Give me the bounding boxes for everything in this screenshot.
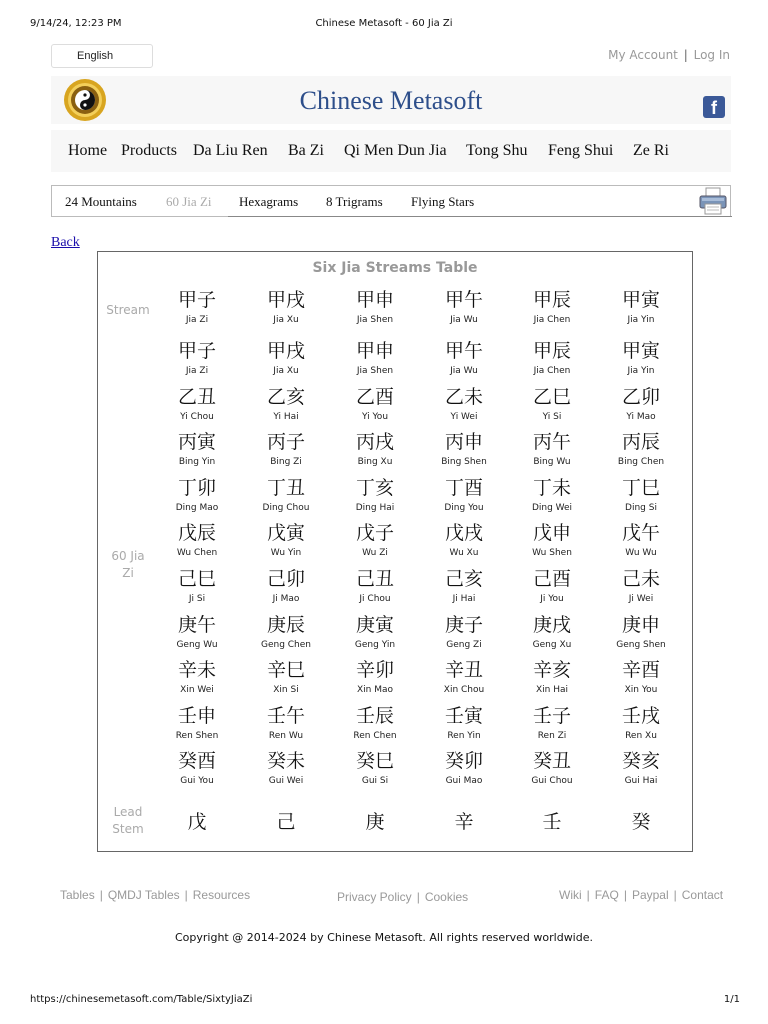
jiazi-cell	[340, 430, 410, 468]
stem-branch-characters: 辛丑	[444, 659, 483, 682]
log-in-link[interactable]: Log In	[693, 48, 730, 62]
stem-branch-pinyin: Bing Shen	[441, 457, 487, 468]
stem-branch-characters: 壬戌	[621, 704, 660, 727]
my-account-link[interactable]: My Account	[608, 48, 678, 62]
stem-branch-characters: 甲辰	[532, 340, 571, 362]
jiazi-cell	[162, 749, 232, 787]
stem-branch-characters: 癸丑	[532, 750, 571, 773]
stem-branch-pinyin: Gui Mao	[445, 776, 483, 787]
footer-paypal-link[interactable]: Paypal	[631, 888, 669, 902]
stem-branch-characters: 丙子	[266, 431, 305, 454]
stem-branch-characters: 己酉	[532, 568, 571, 590]
stem-branch-pinyin: Bing Chen	[617, 457, 665, 468]
nav-tong-shu[interactable]: Tong Shu	[466, 142, 528, 159]
stem-branch-pinyin: Ji Si	[188, 594, 206, 604]
stem-branch-pinyin: Xin Wei	[180, 685, 214, 696]
stem-branch-pinyin: Ren Wu	[268, 730, 304, 741]
stem-branch-characters: 戊辰	[177, 522, 216, 545]
stem-branch-characters: 己丑	[355, 568, 394, 590]
jiazi-cell	[517, 339, 587, 377]
stem-branch-pinyin: Gui Si	[361, 776, 389, 787]
stem-branch-characters: 癸卯	[444, 750, 483, 773]
stem-branch-pinyin: Jia Zi	[185, 366, 209, 376]
lead-stem-cell: 壬	[542, 811, 562, 833]
stem-branch-characters: 壬午	[266, 704, 305, 727]
stem-branch-pinyin: Bing Zi	[270, 457, 302, 468]
stem-branch-characters: 甲寅	[621, 289, 660, 311]
stem-branch-characters: 己巳	[177, 568, 216, 590]
facebook-icon[interactable]: f	[703, 96, 725, 118]
stem-branch-characters: 丁未	[532, 476, 571, 499]
jiazi-cell	[606, 704, 676, 742]
stem-branch-characters: 乙酉	[355, 385, 394, 408]
footer-separator: |	[673, 888, 677, 902]
jiazi-cell	[517, 704, 587, 742]
jiazi-cell	[606, 613, 676, 651]
jiazi-cell	[162, 339, 232, 377]
jiazi-cell	[251, 704, 321, 742]
jiazi-cell	[251, 567, 321, 605]
stem-branch-pinyin: Ren Chen	[353, 730, 397, 741]
stem-branch-characters: 丙午	[532, 431, 571, 454]
back-link[interactable]: Back	[51, 235, 80, 250]
stem-branch-characters: 癸酉	[177, 750, 216, 773]
nav-ze-ri[interactable]: Ze Ri	[633, 142, 669, 159]
tab-flying-stars[interactable]: Flying Stars	[411, 194, 475, 209]
jiazi-cell	[429, 385, 499, 423]
tab-24-mountains[interactable]: 24 Mountains	[65, 194, 137, 209]
jiazi-cell	[251, 339, 321, 377]
stem-branch-characters: 乙卯	[621, 385, 660, 408]
footer-separator: |	[184, 888, 188, 902]
stream-row-label	[98, 302, 158, 319]
footer-qmdj-tables-link[interactable]: QMDJ Tables	[107, 888, 180, 902]
stem-branch-pinyin: Gui Hai	[624, 776, 658, 787]
stem-branch-characters: 丙戌	[355, 431, 394, 454]
nav-da-liu-ren[interactable]: Da Liu Ren	[193, 142, 268, 159]
stem-branch-pinyin: Gui Wei	[268, 776, 304, 787]
stem-branch-characters: 丙申	[444, 431, 483, 454]
stem-branch-pinyin: Xin You	[624, 685, 658, 696]
stream-cell	[429, 288, 499, 326]
lead-stem-cell: 癸	[631, 811, 651, 833]
stem-branch-characters: 戊戌	[444, 522, 483, 545]
jiazi-cell	[340, 567, 410, 605]
jiazi-cell	[517, 430, 587, 468]
stem-branch-characters: 乙丑	[177, 385, 216, 408]
stem-branch-pinyin: Ding Mao	[175, 502, 219, 513]
jiazi-cell	[429, 476, 499, 514]
stem-branch-characters: 壬寅	[444, 704, 483, 727]
account-links	[608, 48, 730, 62]
jiazi-cell	[340, 476, 410, 514]
jiazi-cell	[429, 749, 499, 787]
stem-branch-pinyin: Jia Xu	[273, 366, 299, 376]
stem-branch-characters: 丙寅	[177, 431, 216, 454]
stem-branch-pinyin: Ji Chou	[359, 594, 391, 604]
stem-branch-pinyin: Wu Zi	[362, 548, 388, 559]
tab-60-jia-zi[interactable]: 60 Jia Zi	[166, 194, 212, 209]
stem-branch-characters: 庚戌	[532, 613, 571, 636]
stem-branch-characters: 戊午	[621, 522, 660, 545]
footer-separator: |	[99, 888, 103, 902]
jiazi-cell	[162, 704, 232, 742]
stem-branch-pinyin: Jia Yin	[627, 366, 655, 376]
stem-branch-characters: 辛亥	[532, 659, 571, 682]
stream-cell	[340, 288, 410, 326]
jiazi-cell	[606, 476, 676, 514]
stream-row-label-line: Stream	[106, 303, 150, 317]
jiazi-cell	[517, 613, 587, 651]
stem-branch-pinyin: Xin Hai	[535, 685, 568, 696]
stem-branch-characters: 丁巳	[621, 476, 660, 499]
jiazi-cell	[517, 521, 587, 559]
stem-branch-pinyin: Geng Zi	[446, 639, 482, 650]
stem-branch-pinyin: Jia Wu	[450, 315, 478, 325]
lead-stem-cell: 己	[276, 811, 296, 833]
main-nav	[51, 130, 731, 172]
stem-branch-pinyin: Wu Xu	[449, 548, 479, 559]
footer-privacy-policy-link[interactable]: Privacy Policy	[337, 890, 412, 904]
stem-branch-characters: 庚辰	[266, 613, 305, 636]
site-title[interactable]: Chinese Metasoft	[299, 86, 483, 115]
jiazi-cell	[162, 658, 232, 696]
stem-branch-pinyin: Jia Chen	[533, 315, 571, 325]
stem-branch-pinyin: Ren Yin	[447, 730, 481, 741]
jiazi-cell	[162, 476, 232, 514]
footer-right-links	[559, 888, 723, 902]
stem-branch-pinyin: Ji Mao	[272, 594, 300, 604]
stem-branch-characters: 庚申	[621, 613, 660, 636]
footer-resources-link[interactable]: Resources	[192, 888, 251, 902]
stem-branch-pinyin: Yi Wei	[450, 411, 478, 422]
stem-branch-pinyin: Jia Shen	[356, 366, 394, 376]
jiazi-cell	[162, 613, 232, 651]
stem-branch-pinyin: Yi You	[361, 411, 389, 422]
nav-home[interactable]: Home	[68, 142, 108, 159]
tab-8-trigrams[interactable]: 8 Trigrams	[326, 194, 383, 209]
stem-branch-pinyin: Xin Si	[273, 685, 299, 696]
stem-branch-characters: 乙巳	[532, 385, 571, 408]
stem-branch-pinyin: Jia Zi	[185, 315, 209, 325]
jiazi-cell	[517, 385, 587, 423]
stem-branch-characters: 辛酉	[621, 659, 660, 682]
stem-branch-characters: 癸巳	[355, 750, 394, 773]
stem-branch-pinyin: Geng Shen	[616, 639, 666, 650]
jiazi-cell	[517, 749, 587, 787]
stem-branch-pinyin: Jia Yin	[627, 315, 655, 325]
stem-branch-pinyin: Ding Si	[625, 502, 657, 513]
stem-branch-pinyin: Ji Hai	[452, 594, 476, 604]
footer-left-links	[60, 888, 250, 902]
lead-stem-row-label-line: Stem	[112, 822, 144, 836]
six-jia-streams-table	[97, 251, 693, 852]
stem-branch-characters: 丁丑	[266, 476, 305, 499]
nav-products[interactable]: Products	[121, 142, 177, 159]
footer-separator: |	[586, 888, 590, 902]
jiazi-cell	[606, 567, 676, 605]
stem-branch-pinyin: Xin Chou	[443, 685, 485, 696]
lead-stem-cell: 辛	[454, 811, 474, 833]
stream-cell	[606, 288, 676, 326]
stem-branch-pinyin: Ren Zi	[537, 730, 567, 741]
jiazi-cell	[340, 521, 410, 559]
stem-branch-pinyin: Ji Wei	[628, 594, 654, 604]
jiazi-cell	[251, 430, 321, 468]
stem-branch-characters: 壬申	[177, 704, 216, 727]
jiazi-cell	[162, 567, 232, 605]
jiazi-cell	[340, 385, 410, 423]
jiazi-cell	[429, 613, 499, 651]
jiazi-cell	[606, 521, 676, 559]
jiazi-cell	[606, 339, 676, 377]
jiazi-cell	[429, 658, 499, 696]
stem-branch-characters: 甲辰	[532, 289, 571, 311]
jiazi-cell	[429, 704, 499, 742]
stem-branch-characters: 甲午	[444, 340, 483, 362]
sub-nav	[51, 185, 731, 217]
stem-branch-pinyin: Jia Xu	[273, 315, 299, 325]
stem-branch-characters: 丁亥	[355, 476, 394, 499]
jiazi-cell	[429, 339, 499, 377]
tab-hexagrams[interactable]: Hexagrams	[239, 194, 299, 209]
stem-branch-characters: 辛巳	[266, 659, 305, 682]
jiazi-cell	[340, 658, 410, 696]
stem-branch-characters: 己亥	[444, 568, 483, 590]
jiazi-cell	[162, 385, 232, 423]
jiazi-cell	[517, 567, 587, 605]
jiazi-cell	[251, 385, 321, 423]
jiazi-cell	[429, 430, 499, 468]
jiazi-cell	[340, 749, 410, 787]
copyright-notice: Copyright @ 2014-2024 by Chinese Metasoft. All rights reserved worldwide.	[174, 931, 593, 944]
print-date: 9/14/24, 12:23 PM	[30, 18, 122, 29]
stem-branch-pinyin: Ji You	[540, 594, 564, 604]
footer-center-links	[337, 890, 468, 904]
stem-branch-pinyin: Ren Xu	[625, 730, 657, 741]
stem-branch-characters: 乙亥	[266, 385, 305, 408]
site-banner	[51, 76, 731, 124]
print-header	[0, 18, 768, 32]
jiazi-cell	[606, 430, 676, 468]
stem-branch-pinyin: Geng Wu	[176, 639, 218, 650]
jiazi-cell	[606, 658, 676, 696]
stem-branch-characters: 甲戌	[266, 289, 305, 311]
footer-separator: |	[623, 888, 627, 902]
jiazi-cell	[162, 521, 232, 559]
jiazi-cell	[606, 749, 676, 787]
jiazi-cell	[251, 658, 321, 696]
stem-branch-characters: 丁酉	[444, 476, 483, 499]
stem-branch-characters: 庚寅	[355, 613, 394, 636]
stem-branch-pinyin: Wu Wu	[625, 548, 657, 559]
footer-tables-link[interactable]: Tables	[60, 888, 95, 902]
stem-branch-pinyin: Geng Chen	[260, 639, 312, 650]
jiazi-cell	[606, 385, 676, 423]
stem-branch-pinyin: Geng Yin	[354, 639, 396, 650]
stem-branch-characters: 甲寅	[621, 340, 660, 362]
stem-branch-pinyin: Jia Shen	[356, 315, 394, 325]
sub-nav-underline	[228, 216, 732, 217]
lead-stem-row-label-line: Lead	[113, 805, 143, 819]
jiazi-cell	[340, 613, 410, 651]
print-page-title: Chinese Metasoft - 60 Jia Zi	[315, 18, 453, 29]
stem-branch-characters: 庚午	[177, 613, 216, 636]
stem-branch-pinyin: Ren Shen	[175, 730, 219, 741]
stream-cell	[517, 288, 587, 326]
jiazi-cell	[251, 521, 321, 559]
stem-branch-pinyin: Ding You	[444, 502, 484, 513]
jiazi-cell	[251, 749, 321, 787]
jiazi-cell	[340, 704, 410, 742]
stem-branch-characters: 壬子	[532, 704, 571, 727]
stem-branch-pinyin: Ding Hai	[355, 502, 395, 513]
stem-branch-characters: 乙未	[444, 385, 483, 408]
jiazi-cell	[251, 613, 321, 651]
stem-branch-characters: 甲子	[177, 289, 216, 311]
stem-branch-characters: 辛卯	[355, 659, 394, 682]
footer-contact-link[interactable]: Contact	[681, 888, 724, 902]
stem-branch-characters: 己卯	[266, 568, 305, 590]
lead-stem-cell: 戊	[187, 811, 207, 833]
jiazi-cell	[429, 567, 499, 605]
stem-branch-pinyin: Wu Shen	[532, 548, 572, 559]
stem-branch-characters: 辛未	[177, 659, 216, 682]
stem-branch-characters: 甲戌	[266, 340, 305, 362]
stem-branch-characters: 癸亥	[621, 750, 660, 773]
jiazi-cell	[251, 476, 321, 514]
stem-branch-characters: 戊子	[355, 522, 394, 545]
jiazi-row-label-line: Zi	[122, 566, 134, 580]
stream-cell	[162, 288, 232, 326]
stem-branch-pinyin: Gui You	[180, 776, 214, 787]
stem-branch-characters: 丙辰	[621, 431, 660, 454]
stem-branch-characters: 甲申	[355, 289, 394, 311]
stem-branch-pinyin: Ding Chou	[262, 502, 310, 513]
stem-branch-pinyin: Wu Chen	[176, 548, 218, 559]
lead-stem-cell: 庚	[365, 811, 385, 833]
jiazi-cell	[517, 658, 587, 696]
stem-branch-pinyin: Jia Chen	[533, 366, 571, 376]
stem-branch-characters: 壬辰	[355, 704, 394, 727]
jiazi-cell	[429, 521, 499, 559]
stem-branch-characters: 己未	[621, 568, 660, 590]
jiazi-cell	[162, 430, 232, 468]
lead-stem-row-label	[98, 804, 158, 838]
stem-branch-pinyin: Jia Wu	[450, 366, 478, 376]
jiazi-row-label-line: 60 Jia	[111, 549, 145, 563]
stream-cell	[251, 288, 321, 326]
jiazi-cell	[340, 339, 410, 377]
stem-branch-characters: 甲子	[177, 340, 216, 362]
stem-branch-characters: 庚子	[444, 613, 483, 636]
footer-separator: |	[416, 890, 420, 904]
stem-branch-pinyin: Yi Hai	[273, 411, 299, 422]
print-page-number: 1/1	[723, 994, 740, 1005]
stem-branch-pinyin: Ding Wei	[531, 502, 573, 513]
stem-branch-pinyin: Xin Mao	[356, 685, 394, 696]
stem-branch-pinyin: Yi Mao	[626, 411, 656, 422]
stem-branch-characters: 甲申	[355, 340, 394, 362]
footer-faq-link[interactable]: FAQ	[594, 888, 619, 902]
stem-branch-characters: 癸未	[266, 750, 305, 773]
stem-branch-pinyin: Yi Chou	[180, 411, 214, 422]
stem-branch-pinyin: Bing Wu	[533, 457, 571, 468]
jiazi-cell	[517, 476, 587, 514]
stem-branch-pinyin: Wu Yin	[270, 548, 302, 559]
footer-cookies-link[interactable]: Cookies	[424, 890, 469, 904]
nav-qi-men-dun-jia[interactable]: Qi Men Dun Jia	[344, 142, 447, 159]
language-selector[interactable]: English	[51, 44, 153, 68]
stem-branch-characters: 甲午	[444, 289, 483, 311]
jiazi-row-label	[98, 548, 158, 582]
stem-branch-characters: 戊申	[532, 522, 571, 545]
stem-branch-pinyin: Bing Xu	[357, 457, 393, 468]
stem-branch-pinyin: Yi Si	[542, 411, 562, 422]
nav-ba-zi[interactable]: Ba Zi	[288, 142, 324, 159]
table-title: Six Jia Streams Table	[312, 260, 478, 276]
print-url: https://chinesemetasoft.com/Table/SixtyJiaZi	[30, 994, 253, 1005]
nav-feng-shui[interactable]: Feng Shui	[548, 142, 614, 159]
stem-branch-characters: 戊寅	[266, 522, 305, 545]
stem-branch-characters: 丁卯	[177, 476, 216, 499]
printer-icon[interactable]	[698, 186, 728, 216]
stem-branch-pinyin: Geng Xu	[532, 639, 572, 650]
account-separator: |	[683, 48, 688, 62]
stem-branch-pinyin: Gui Chou	[531, 776, 573, 787]
stem-branch-pinyin: Bing Yin	[178, 457, 216, 468]
footer-wiki-link[interactable]: Wiki	[559, 888, 582, 902]
